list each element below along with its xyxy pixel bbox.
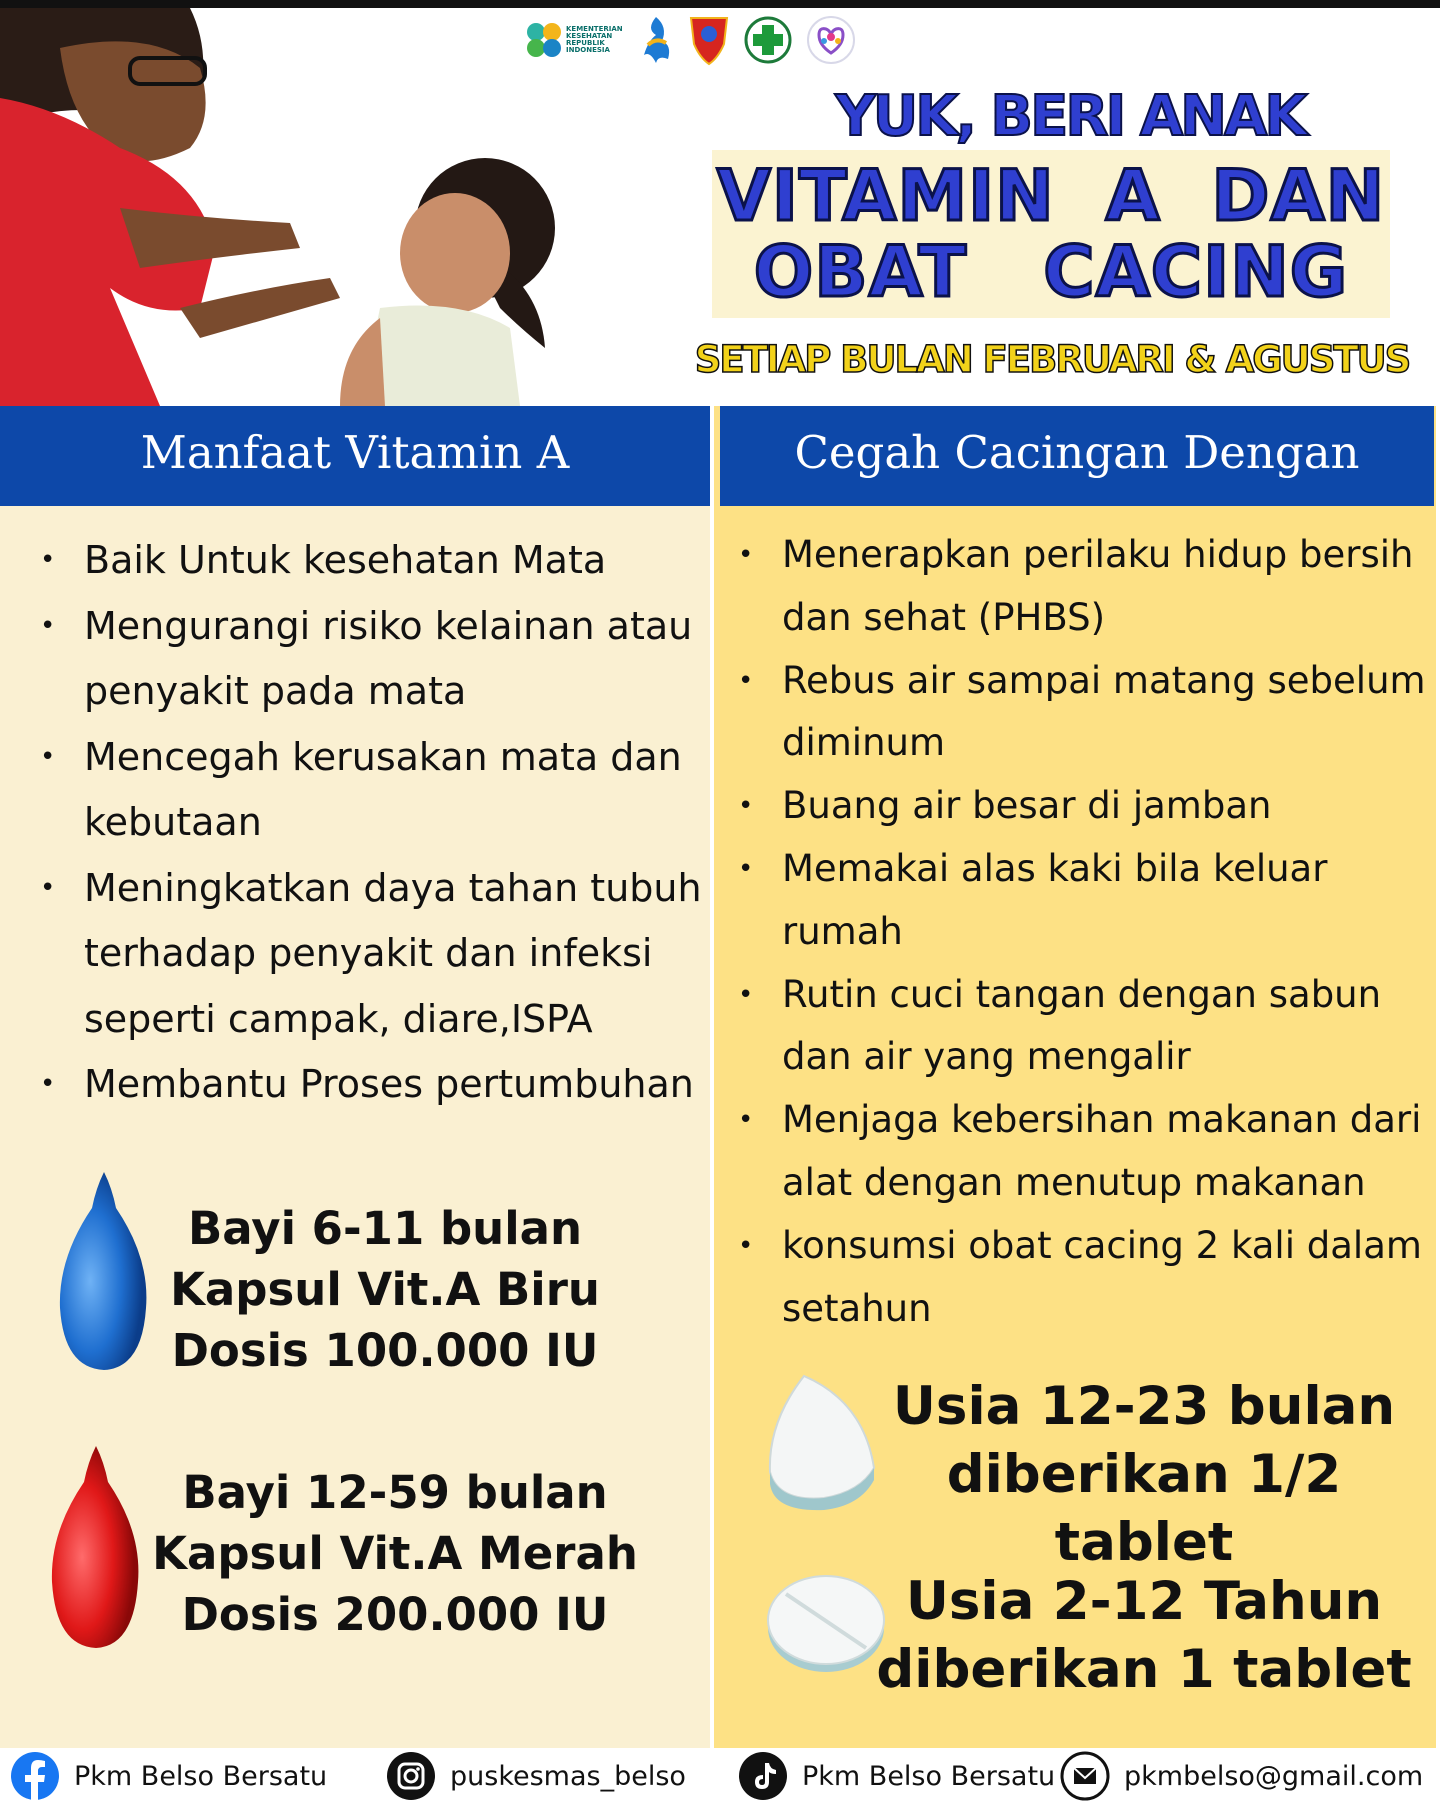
partner-logos [522,10,856,70]
tip-item: • Memakai alas kaki bila keluar rumah [738,838,1428,964]
headline-line2b: OBAT CACING [753,231,1349,313]
instagram-icon [386,1751,436,1801]
full-tablet-icon [764,1572,888,1678]
vitamin-a-title: Manfaat Vitamin A [0,406,710,506]
benefit-item: • Meningkatkan daya tahan tubuh terhadap penyakit dan infeksi seperti campak, diare,ISPA [40,856,710,1053]
email-contact[interactable] [1060,1748,1423,1804]
health-cross-logo [744,16,792,64]
full-tablet-dose [874,1568,1414,1704]
half-tablet-amount: diberikan 1/2 tablet [946,1444,1342,1573]
footer-contacts [0,1748,1440,1804]
top-border [0,0,1440,8]
vitamin-a-section [0,406,710,1748]
tip-item: • Rutin cuci tangan dengan sabun dan air yang mengalir [738,964,1428,1090]
benefit-item: • Mencegah kerusakan mata dan kebutaan [40,725,710,856]
tip-item: • Menerapkan perilaku hidup bersih dan sehat (PHBS) [738,524,1428,650]
vitamin-a-benefits-list [40,528,710,1118]
red-dose-capsule: Kapsul Vit.A Merah [152,1527,638,1580]
blue-capsule-dose [150,1198,620,1381]
half-tablet-icon [764,1372,882,1512]
full-tablet-age: Usia 2-12 Tahun [905,1571,1383,1632]
blue-dose-capsule: Kapsul Vit.A Biru [170,1263,600,1316]
instagram-contact[interactable] [386,1748,686,1804]
headline-main [712,155,1390,313]
benefit-item: • Mengurangi risiko kelainan atau penyakit pada mata [40,594,710,725]
facebook-handle: Pkm Belso Bersatu [74,1760,328,1792]
blue-dose-age: Bayi 6-11 bulan [187,1202,583,1255]
worm-prevention-title: Cegah Cacingan Dengan [720,406,1434,506]
red-capsule-dose [150,1462,640,1645]
tip-item: • Buang air besar di jamban [738,775,1428,838]
facebook-contact[interactable] [10,1748,327,1804]
blue-dose-amount: Dosis 100.000 IU [171,1324,599,1377]
email-address: pkmbelso@gmail.com [1124,1760,1424,1792]
facebook-icon [10,1751,60,1801]
red-capsule-icon [46,1442,146,1652]
tip-item: • Rebus air sampai matang sebelum diminum [738,650,1428,776]
regional-emblem-logo [638,15,674,65]
instagram-handle: puskesmas_belso [450,1760,686,1792]
benefit-item: • Baik Untuk kesehatan Mata [40,528,710,594]
shield-logo [688,14,730,66]
worm-prevention-section [714,406,1436,1748]
half-tablet-dose [874,1373,1414,1577]
benefit-item: • Membantu Proses pertumbuhan [40,1052,710,1118]
worm-prevention-list [738,524,1428,1340]
tip-item: • Menjaga kebersihan makanan dari alat dengan menutup makanan [738,1089,1428,1215]
red-dose-age: Bayi 12-59 bulan [182,1466,608,1519]
headline-schedule: SETIAP BULAN FEBRUARI & AGUSTUS [694,338,1410,381]
red-dose-amount: Dosis 200.000 IU [181,1588,609,1641]
family-logo [806,15,856,65]
tiktok-icon [738,1751,788,1801]
email-icon [1060,1751,1110,1801]
headline-line2a: VITAMIN A DAN [716,155,1386,237]
tiktok-handle: Pkm Belso Bersatu [802,1760,1056,1792]
headline-line1: YUK, BERI ANAK [835,84,1305,149]
kemenkes-logo [522,18,624,62]
half-tablet-age: Usia 12-23 bulan [892,1376,1396,1437]
blue-capsule-icon [54,1168,154,1374]
tiktok-contact[interactable] [738,1748,1055,1804]
tip-item: • konsumsi obat cacing 2 kali dalam setahun [738,1215,1428,1341]
full-tablet-amount: diberikan 1 tablet [876,1639,1412,1700]
kemenkes-logo-text: KEMENTERIAN KESEHATAN REPUBLIK INDONESIA [566,25,623,54]
